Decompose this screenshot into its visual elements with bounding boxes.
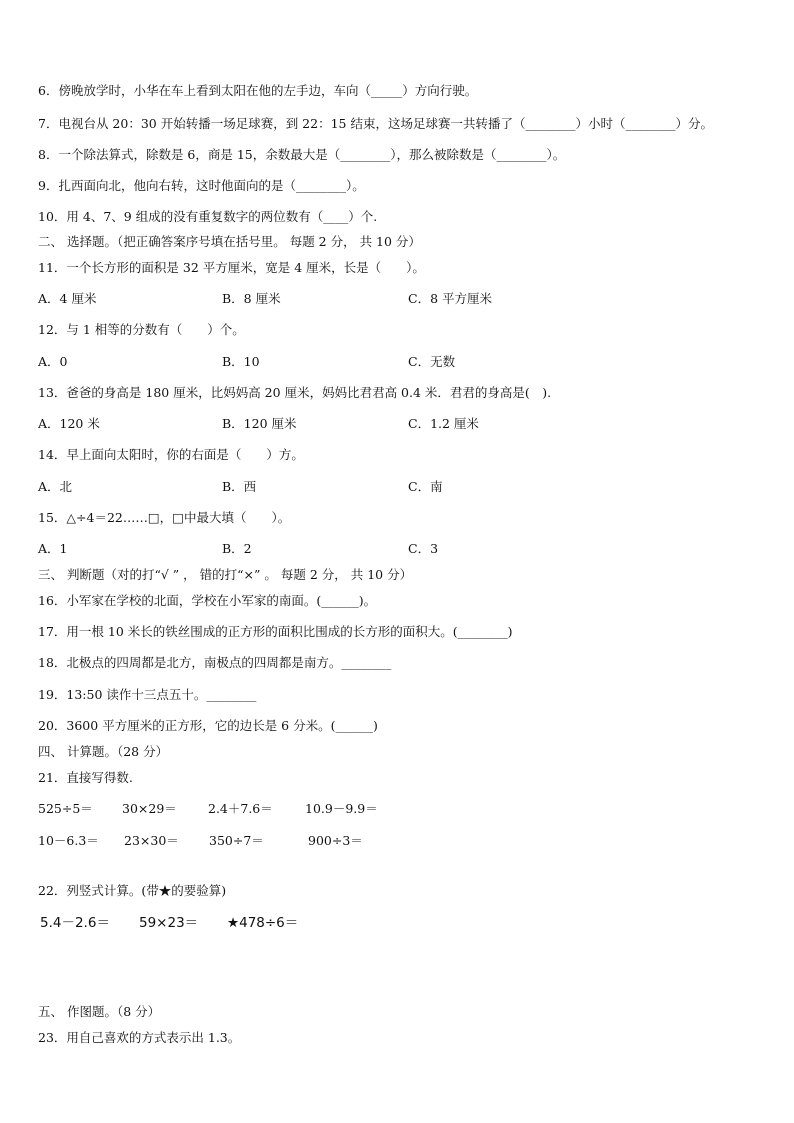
- option-c: C．无数: [408, 354, 456, 369]
- option-a: A．4 厘米: [38, 291, 97, 306]
- question-20: 20．3600 平方厘米的正方形，它的边长是 6 分米。(______): [38, 718, 378, 733]
- mental-math-row-1: [38, 801, 438, 817]
- vertical-calc-item: ★478÷6＝: [227, 915, 299, 931]
- mental-math-item: 30×29＝: [122, 801, 177, 816]
- question-15: 15．△÷4＝22……□，□中最大填（ ）。: [38, 510, 291, 525]
- question-16: 16．小军家在学校的北面，学校在小军家的南面。(______)。: [38, 593, 377, 608]
- question-13: 13．爸爸的身高是 180 厘米，比妈妈高 20 厘米，妈妈比君君高 0.4 米．君君的身高是( ).: [38, 385, 552, 400]
- question-23: 23．用自己喜欢的方式表示出 1.3。: [38, 1030, 241, 1045]
- option-c: C．1.2 厘米: [408, 416, 479, 431]
- mental-math-item: 525÷5＝: [38, 801, 93, 816]
- question-17: 17．用一根 10 米长的铁丝围成的正方形的面积比围成的长方形的面积大。(________): [38, 624, 513, 639]
- question-22: 22．列竖式计算。(带★的要验算): [38, 883, 227, 898]
- question-12: 12．与 1 相等的分数有（ ）个。: [38, 322, 245, 337]
- mental-math-item: 2.4＋7.6＝: [208, 801, 273, 816]
- option-c: C．3: [408, 541, 439, 556]
- question-14: 14．早上面向太阳时，你的右面是（ ）方。: [38, 447, 304, 462]
- option-a: A．北: [38, 479, 73, 494]
- option-b: B．8 厘米: [222, 291, 281, 306]
- option-b: B．120 厘米: [222, 416, 297, 431]
- question-21: 21．直接写得数.: [38, 770, 133, 785]
- option-b: B．10: [222, 354, 260, 369]
- mental-math-item: 10－6.3＝: [38, 833, 99, 848]
- option-a: A．1: [38, 541, 68, 556]
- question-7: 7．电视台从 20：30 开始转播一场足球赛，到 22：15 结束，这场足球赛一共转播了（________）小时（________）分。: [38, 116, 713, 131]
- question-15-options: [38, 541, 758, 557]
- section-3-heading: 三、 判断题（对的打“√ ” ， 错的打“×” 。 每题 2 分， 共 10 分）: [38, 567, 413, 582]
- question-8: 8．一个除法算式，除数是 6，商是 15，余数最大是（________），那么被除数是（________）。: [38, 147, 566, 162]
- option-b: B．2: [222, 541, 252, 556]
- option-a: A．0: [38, 354, 68, 369]
- option-c: C．8 平方厘米: [408, 291, 492, 306]
- question-11-options: [38, 291, 758, 307]
- vertical-calc-item: 59×23＝: [139, 915, 199, 931]
- mental-math-item: 350÷7＝: [209, 833, 264, 848]
- section-2-heading: 二、 选择题。（把正确答案序号填在括号里。 每题 2 分， 共 10 分）: [38, 234, 421, 249]
- question-6: 6．傍晚放学时，小华在车上看到太阳在他的左手边，车向（_____）方向行驶。: [38, 83, 478, 98]
- question-9: 9．扎西面向北，他向右转，这时他面向的是（________）。: [38, 178, 365, 193]
- mental-math-item: 10.9－9.9＝: [305, 801, 378, 816]
- mental-math-row-2: [38, 833, 438, 849]
- question-11: 11．一个长方形的面积是 32 平方厘米，宽是 4 厘米，长是（ ）。: [38, 260, 425, 275]
- mental-math-item: 23×30＝: [124, 833, 179, 848]
- question-13-options: [38, 416, 758, 432]
- question-14-options: [38, 479, 758, 495]
- vertical-calc-row: [40, 914, 360, 932]
- mental-math-item: 900÷3＝: [308, 833, 363, 848]
- section-5-heading: 五、 作图题。（8 分）: [38, 1004, 161, 1019]
- vertical-calc-item: 5.4－2.6＝: [40, 915, 110, 931]
- section-4-heading: 四、 计算题。（28 分）: [38, 744, 169, 759]
- option-b: B．西: [222, 479, 257, 494]
- question-18: 18．北极点的四周都是北方，南极点的四周都是南方。________: [38, 655, 392, 670]
- question-19: 19．13:50 读作十三点五十。________: [38, 687, 257, 702]
- option-c: C．南: [408, 479, 443, 494]
- question-10: 10．用 4、7、9 组成的没有重复数字的两位数有（____）个.: [38, 209, 378, 224]
- question-12-options: [38, 354, 758, 370]
- option-a: A．120 米: [38, 416, 100, 431]
